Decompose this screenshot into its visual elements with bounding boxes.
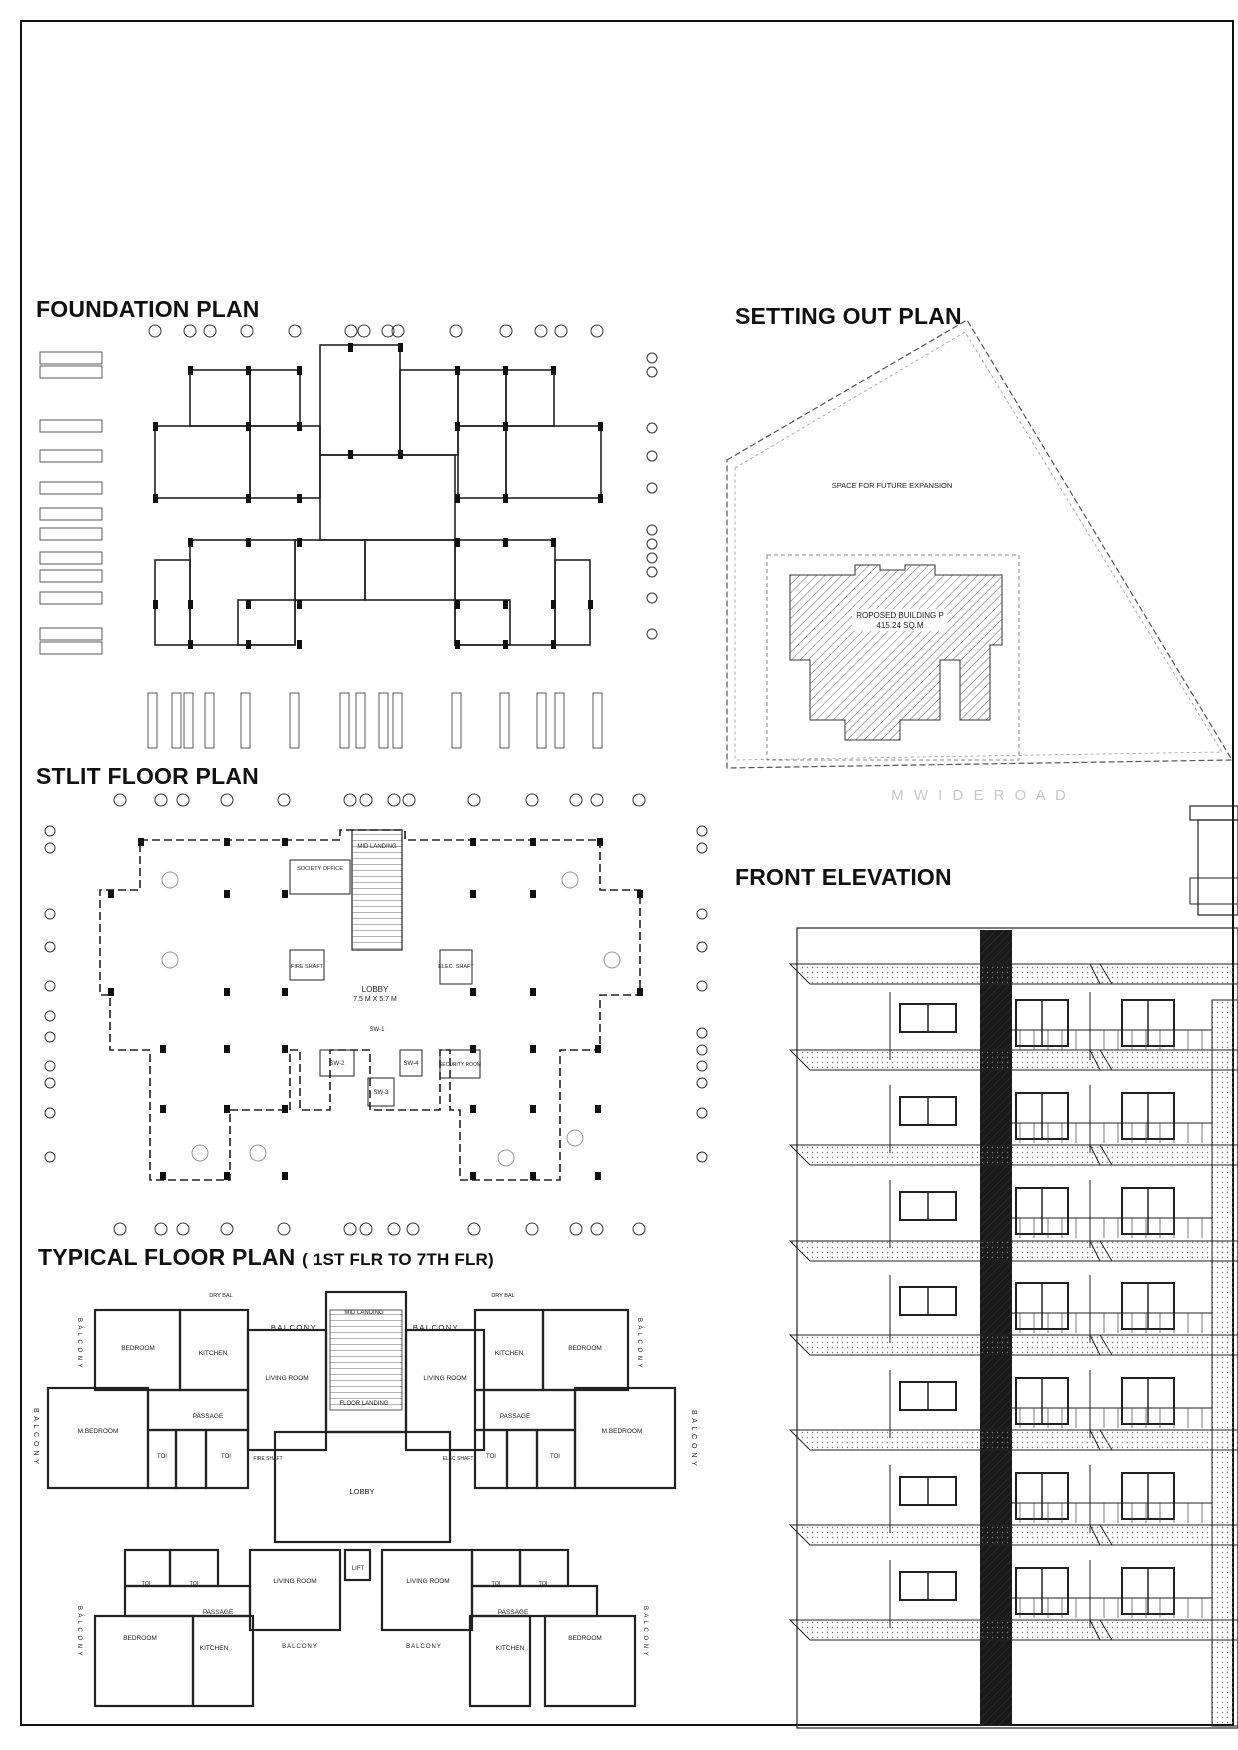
stilt-lobby-size: 7.5 M X 5.7 M	[353, 996, 397, 1003]
typ-balcony-bottom-1: BALCONY	[282, 1644, 318, 1650]
typ-toi-2: TOI	[221, 1454, 231, 1460]
typical-floor-plan-subtitle: ( 1ST FLR TO 7TH FLR)	[302, 1250, 494, 1269]
typ-bedroom-1: BEDROOM	[121, 1345, 155, 1352]
road-label: M W I D E R O A D	[891, 787, 1069, 804]
typ-fire-shaft: FIRE SHAFT	[253, 1456, 283, 1462]
elevation-slab-right	[1090, 964, 1238, 984]
typ-m-bedroom-1: M.BEDROOM	[77, 1428, 119, 1435]
typ-balcony-right-2: B A L C O N Y	[636, 1318, 642, 1369]
typ-living-4: LIVING ROOM	[406, 1578, 450, 1585]
society-office-label: SOCIETY OFFICE	[297, 866, 343, 872]
front-elevation-title: FRONT ELEVATION	[735, 864, 952, 890]
elevation-slab-right	[1090, 1335, 1238, 1355]
typ-floor-landing: FLOOR LANDING	[339, 1401, 389, 1407]
typical-floor-plan-heading: TYPICAL FLOOR PLAN	[38, 1244, 296, 1270]
elevation-slab	[790, 1525, 1112, 1545]
typ-toi-6: TOI	[189, 1581, 199, 1587]
typ-balcony-left-2: B A L C O N Y	[76, 1318, 82, 1369]
setting-out-plan-title: SETTING OUT PLAN	[735, 303, 962, 329]
elevation-slab	[790, 1050, 1112, 1070]
typ-elec-shaft: ELEC SHAFT	[442, 1456, 474, 1462]
typ-m-bedroom-2: M.BEDROOM	[601, 1428, 643, 1435]
typ-toi-3: TOI	[486, 1454, 496, 1460]
typ-mid-landing: MID LANDING	[344, 1310, 384, 1316]
typ-kitchen-1: KITCHEN	[198, 1350, 228, 1357]
elevation-slab	[790, 964, 1112, 984]
typ-toi-7: TOI	[491, 1581, 501, 1587]
elevation-slab	[790, 1145, 1112, 1165]
elevation-slab-right	[1090, 1050, 1238, 1070]
elevation-slab-right	[1090, 1145, 1238, 1165]
typ-dry-bal-2: DRY BAL	[491, 1293, 515, 1299]
sw4-label: SW-4	[403, 1061, 419, 1067]
typ-balcony-bottom-2: BALCONY	[406, 1644, 442, 1650]
stilt-fire-shaft-label: FIRE SHAFT	[290, 964, 324, 970]
proposed-building-label: ROPOSED BUILDING P	[856, 611, 944, 620]
typ-toi-4: TOI	[550, 1454, 560, 1460]
typ-balcony-top-2: BALCONY	[412, 1323, 460, 1332]
typ-passage-2: PASSAGE	[499, 1413, 531, 1420]
elevation-slab-right	[1090, 1620, 1238, 1640]
typ-bedroom-4: BEDROOM	[568, 1635, 602, 1642]
security-room-label: SECURITY ROOM	[438, 1062, 482, 1068]
foundation-plan-title: FOUNDATION PLAN	[36, 296, 260, 322]
typ-balcony-left-3: B A L C O N Y	[76, 1606, 82, 1657]
proposed-building-area: 415.24 SQ.M	[876, 621, 924, 630]
typ-toi-8: TOI	[538, 1581, 548, 1587]
typ-living-3: LIVING ROOM	[273, 1578, 317, 1585]
stilt-mid-landing-label: MID LANDING	[357, 844, 397, 850]
stilt-lobby-label: LOBBY	[361, 985, 389, 994]
sw1-label: SW-1	[369, 1027, 385, 1033]
typ-bedroom-3: BEDROOM	[123, 1635, 157, 1642]
elevation-slab-right	[1090, 1241, 1238, 1261]
elevation-slab	[790, 1430, 1112, 1450]
typ-toi-5: TOI	[141, 1581, 151, 1587]
typ-passage-3: PASSAGE	[202, 1609, 234, 1616]
typ-passage-1: PASSAGE	[192, 1413, 224, 1420]
typ-kitchen-2: KITCHEN	[494, 1350, 524, 1357]
typ-balcony-right-3: B A L C O N Y	[642, 1606, 648, 1657]
elevation-slab-right	[1090, 1525, 1238, 1545]
typ-living-2: LIVING ROOM	[423, 1375, 467, 1382]
stilt-elec-shaft-label: ELEC. SHAFT	[438, 964, 474, 970]
elevation-slab	[790, 1241, 1112, 1261]
typ-kitchen-3: KITCHEN	[199, 1645, 229, 1652]
typ-balcony-left: B A L C O N Y	[32, 1408, 39, 1465]
typ-balcony-right: B A L C O N Y	[690, 1410, 697, 1467]
typ-balcony-top-1: BALCONY	[270, 1323, 318, 1332]
typ-bedroom-2: BEDROOM	[568, 1345, 602, 1352]
sw2-label: SW-2	[329, 1061, 345, 1067]
stilt-floor-plan-title: STLIT FLOOR PLAN	[36, 763, 259, 789]
elevation-slab	[790, 1335, 1112, 1355]
typ-lift: LIFT	[351, 1566, 365, 1572]
typ-kitchen-4: KITCHEN	[495, 1645, 525, 1652]
sw3-label: SW-3	[373, 1090, 389, 1096]
typ-dry-bal-1: DRY BAL	[209, 1293, 233, 1299]
typ-passage-4: PASSAGE	[497, 1609, 529, 1616]
elevation-slab-right	[1090, 1430, 1238, 1450]
typ-living-1: LIVING ROOM	[265, 1375, 309, 1382]
elevation-slab	[790, 1620, 1112, 1640]
typ-toi-1: TOI	[157, 1454, 167, 1460]
future-expansion-label: SPACE FOR FUTURE EXPANSION	[831, 481, 953, 490]
typ-lobby: LOBBY	[349, 1487, 375, 1496]
